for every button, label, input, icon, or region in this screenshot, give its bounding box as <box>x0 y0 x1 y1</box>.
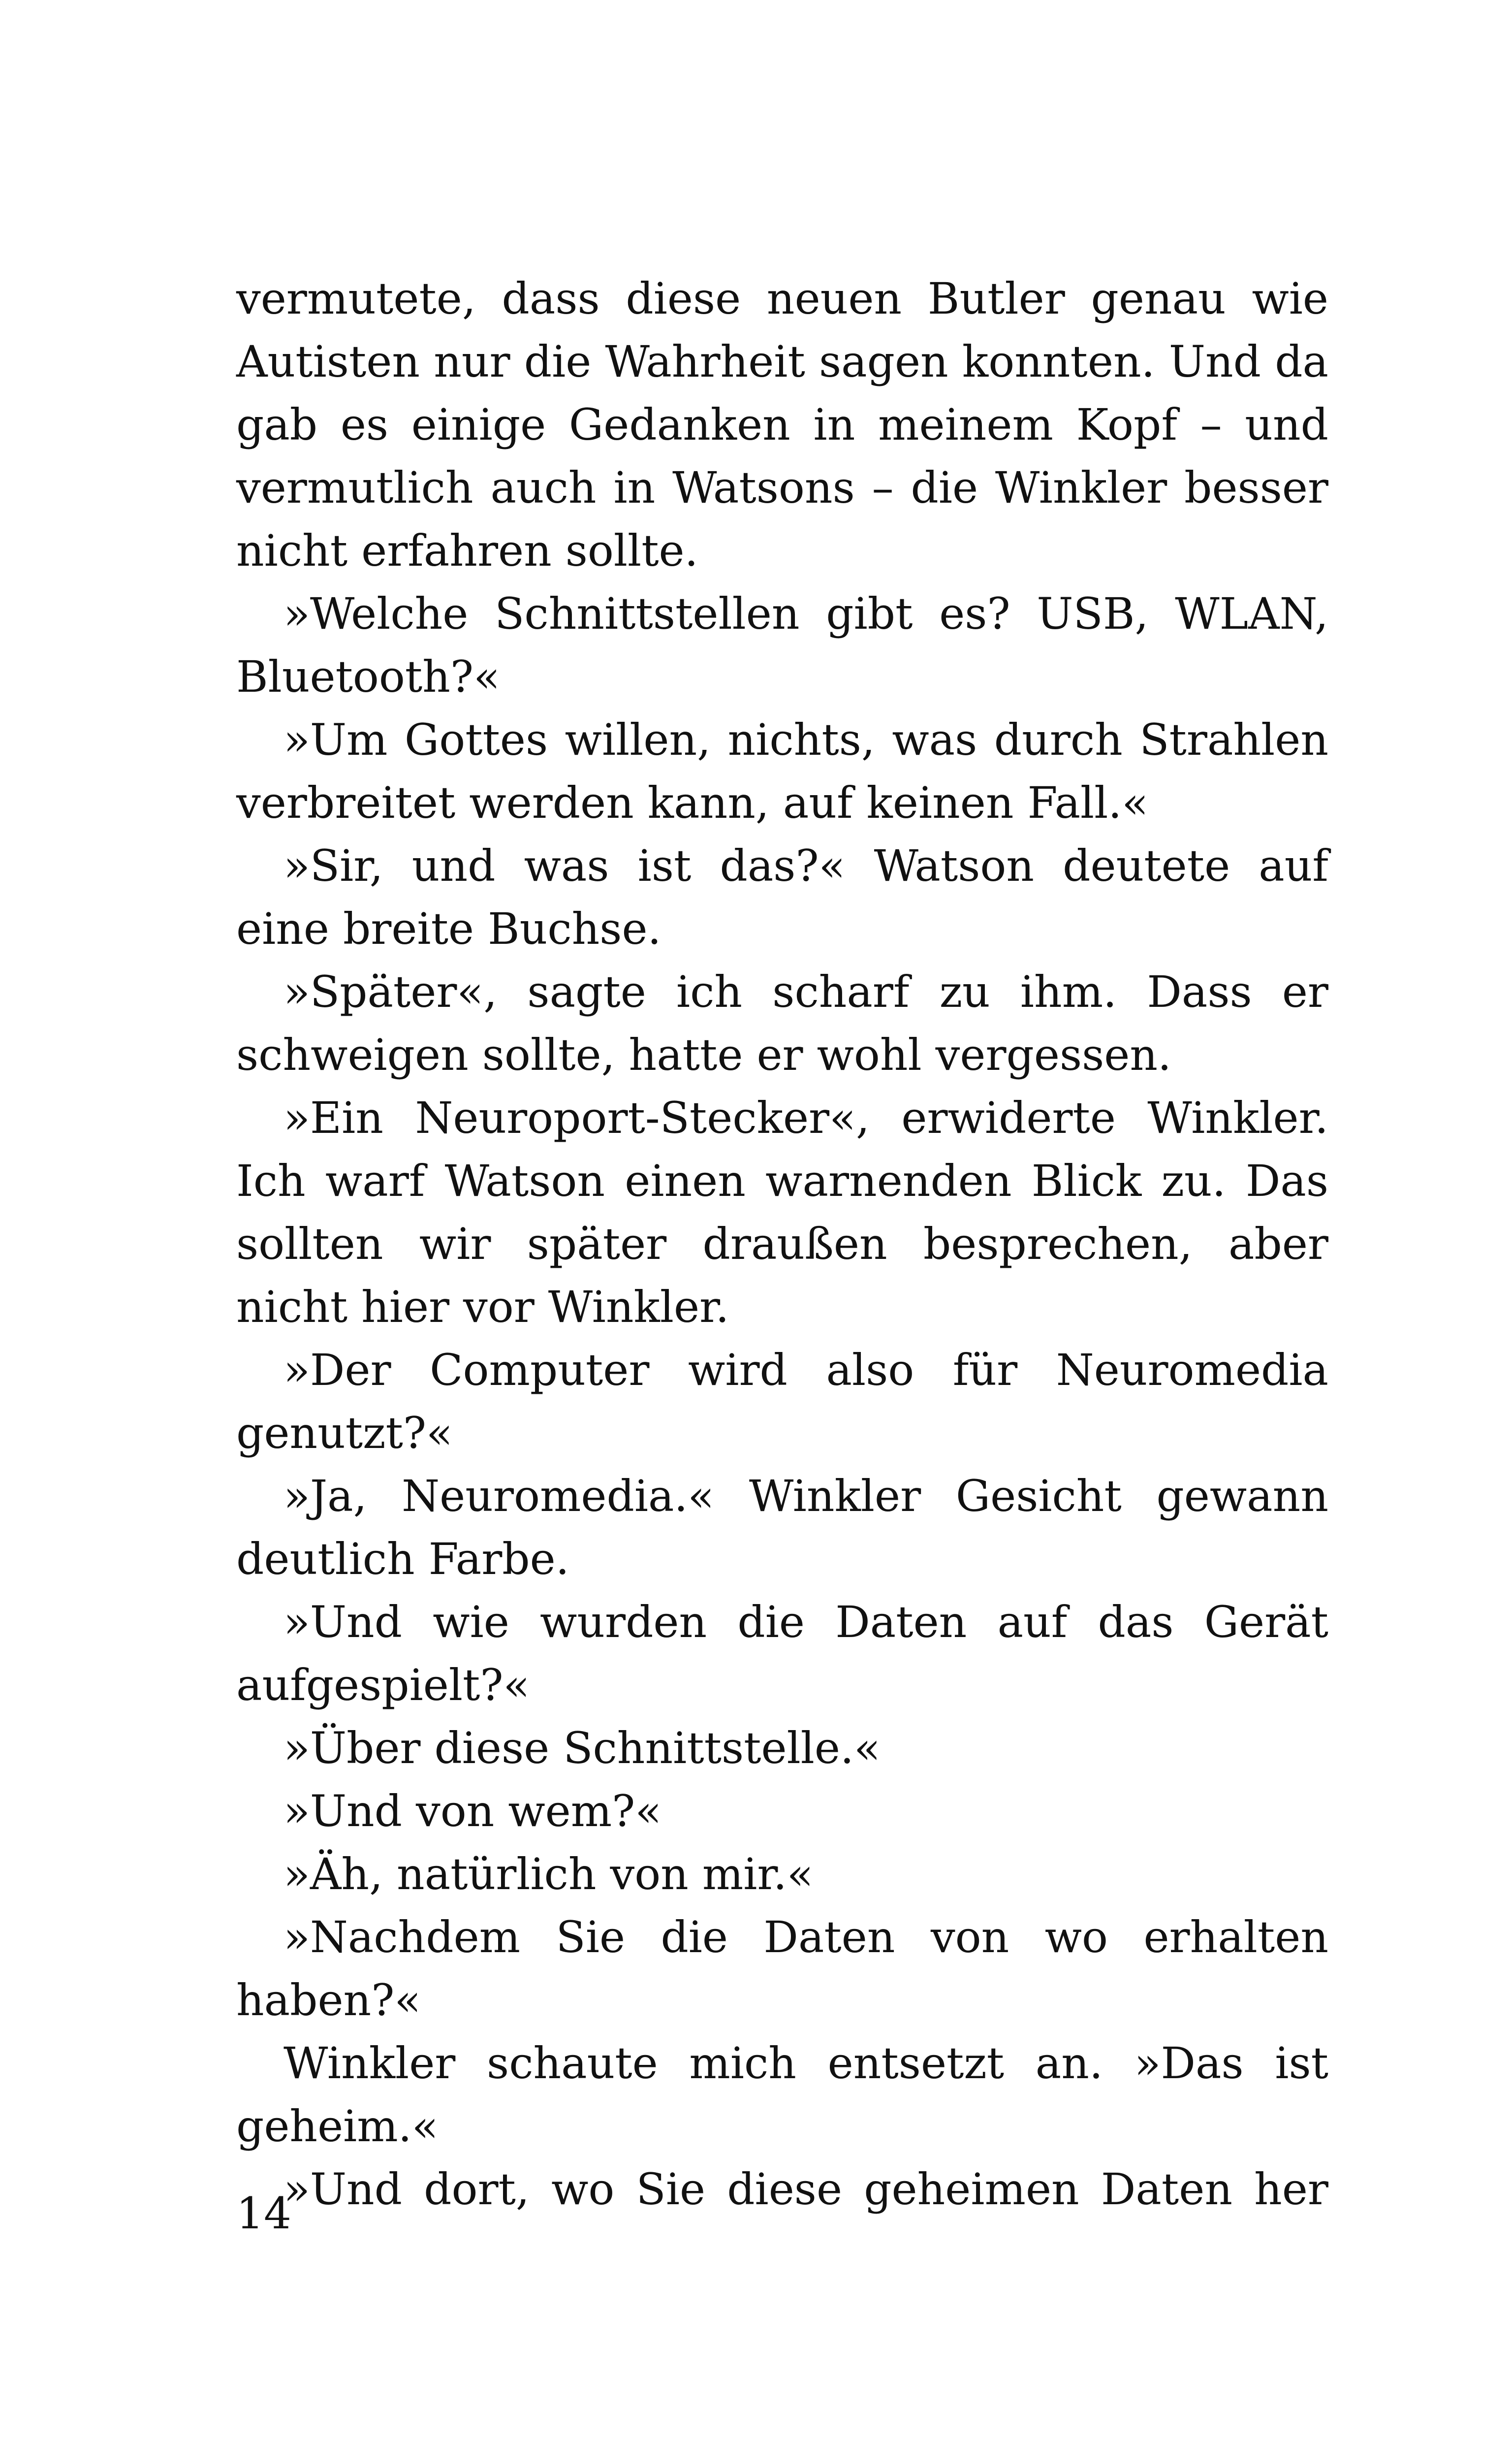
paragraph-4: »Sir, und was ist das?« Watson deutete auf eine breite Buchse. <box>236 840 1328 954</box>
paragraph-6: »Ein Neuroport-Stecker«, erwiderte Winkler. Ich warf Watson einen warnenden Blick zu. Das sollten wir später draußen besprechen, aber nicht hier vor Winkler. <box>236 1093 1328 1332</box>
page-number: 14 <box>236 2188 291 2239</box>
paragraph-10: »Über diese Schnittstelle.« <box>284 1723 881 1773</box>
paragraph-12: »Äh, natürlich von mir.« <box>284 1849 814 1899</box>
paragraph-14: Winkler schaute mich entsetzt an. »Das ist geheim.« <box>236 2038 1328 2152</box>
paragraph-11: »Und von wem?« <box>284 1786 662 1836</box>
paragraph-1: vermutete, dass diese neuen Butler genau wie Autisten nur die Wahrheit sagen konnten. Und da gab es einige Gedanken in meinem Kopf – und vermutlich auch in Watsons – die Winkler besser nicht erfahren sollte. <box>236 273 1328 576</box>
paragraph-15: »Und dort, wo Sie diese geheimen Daten her <box>284 2164 1328 2215</box>
body-text <box>236 267 1328 2221</box>
paragraph-7: »Der Computer wird also für Neuromedia genutzt?« <box>236 1345 1328 1458</box>
paragraph-3: »Um Gottes willen, nichts, was durch Strahlen verbreitet werden kann, auf keinen Fall.« <box>236 714 1328 828</box>
paragraph-2: »Welche Schnittstellen gibt es? USB, WLAN, Bluetooth?« <box>236 588 1328 702</box>
paragraph-8: »Ja, Neuromedia.« Winkler Gesicht gewann deutlich Farbe. <box>236 1471 1328 1584</box>
paragraph-5: »Später«, sagte ich scharf zu ihm. Dass er schweigen sollte, hatte er wohl vergessen. <box>236 966 1328 1080</box>
paragraph-9: »Und wie wurden die Daten auf das Gerät aufgespielt?« <box>236 1597 1328 1710</box>
paragraph-13: »Nachdem Sie die Daten von wo erhalten haben?« <box>236 1912 1328 2025</box>
